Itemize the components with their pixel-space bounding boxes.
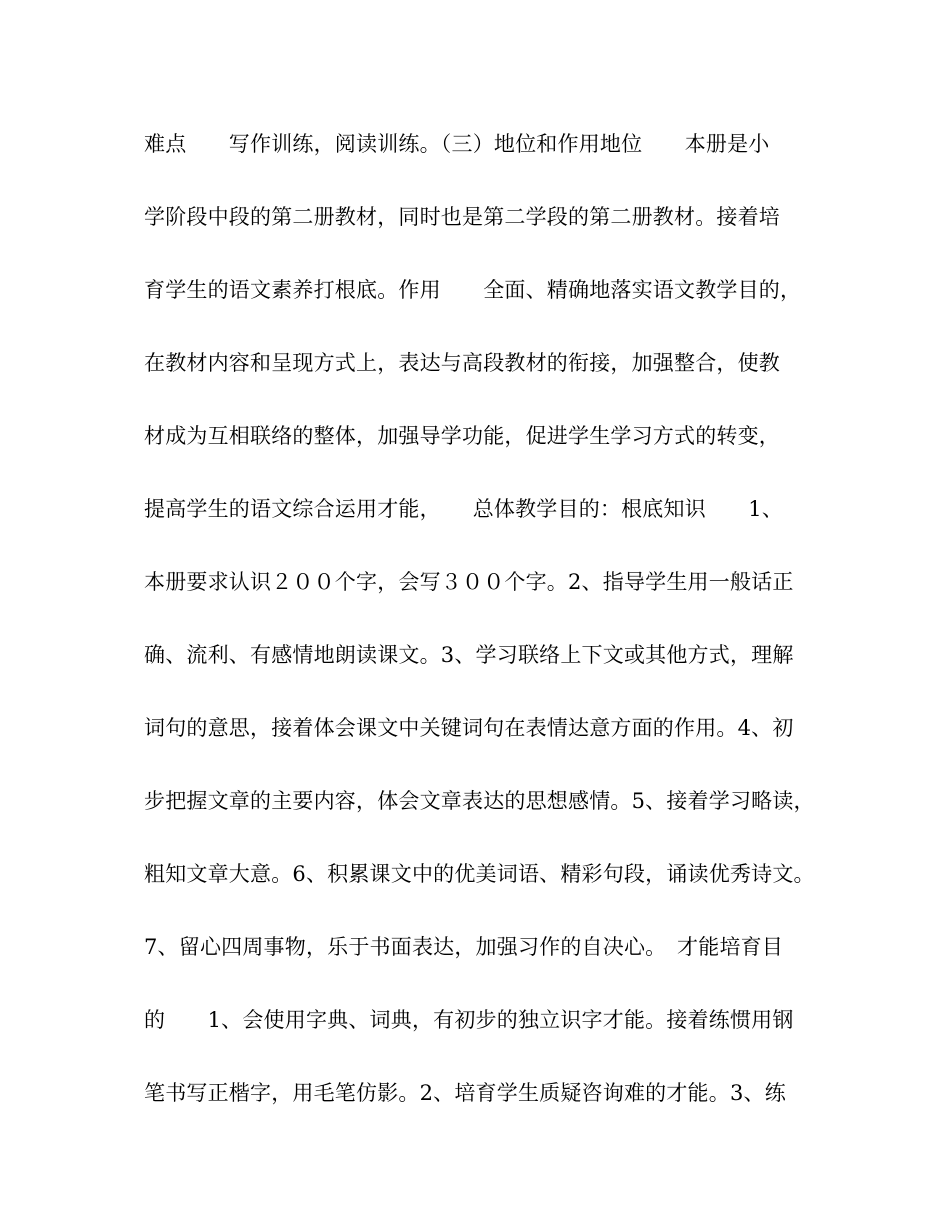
text-line: 提高学生的语文综合运用才能， 总体教学目的：根底知识 1、	[144, 497, 784, 521]
text-line: 的 1、会使用字典、词典，有初步的独立识字才能。接着练惯用钢	[144, 1008, 794, 1032]
text-line: 育学生的语文素养打根底。作用 全面、精确地落实语文教学目的，	[144, 278, 802, 302]
text-line: 词句的意思，接着体会课文中关键词句在表情达意方面的作用。4、初	[144, 716, 794, 740]
text-line: 在教材内容和呈现方式上，表达与高段教材的衔接，加强整合，使教	[144, 351, 780, 375]
text-line: 学阶段中段的第二册教材，同时也是第二学段的第二册教材。接着培	[144, 205, 780, 229]
text-line: 笔书写正楷字，用毛笔仿影。2、培育学生质疑咨询难的才能。3、练	[144, 1081, 786, 1105]
text-line: 难点 写作训练，阅读训练。（三）地位和作用地位 本册是小	[144, 132, 770, 156]
text-line: 步把握文章的主要内容，体会文章表达的思想感情。5、接着学习略读，	[144, 789, 815, 813]
text-line: 粗知文章大意。6、积累课文中的优美词语、精彩句段，诵读优秀诗文。	[144, 862, 815, 886]
text-line: 材成为互相联络的整体，加强导学功能，促进学生学习方式的转变，	[144, 424, 780, 448]
text-line: 确、流利、有感情地朗读课文。3、学习联络上下文或其他方式，理解	[144, 643, 794, 667]
text-line: 7、留心四周事物，乐于书面表达，加强习作的自决心。 才能培育目	[144, 935, 784, 959]
text-line: 本册要求认识２００个字，会写３００个字。2、指导学生用一般话正	[144, 570, 794, 594]
